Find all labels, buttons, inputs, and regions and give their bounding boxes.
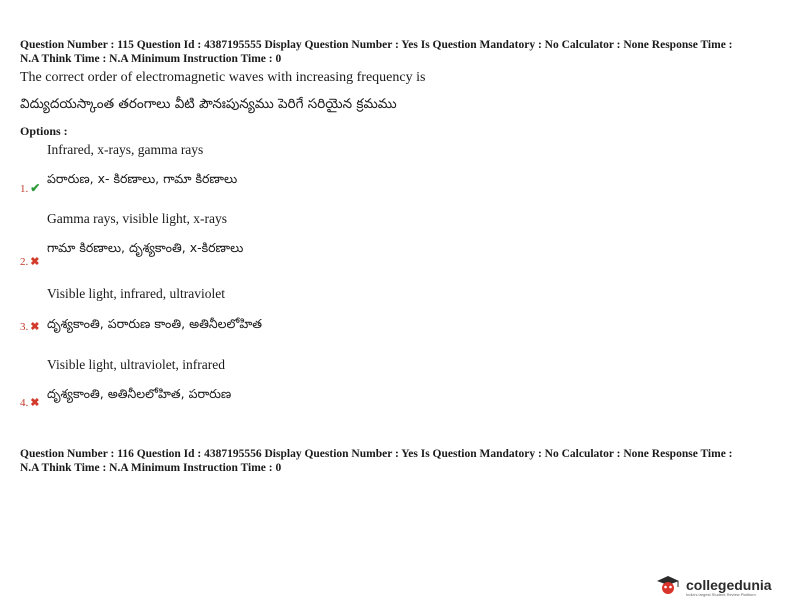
graduate-mascot-icon	[654, 574, 682, 596]
option-number: 4.	[20, 397, 29, 409]
meta-line-2: N.A Think Time : N.A Minimum Instruction Time : 0	[20, 462, 282, 474]
meta-line-2: N.A Think Time : N.A Minimum Instruction Time : 0	[20, 53, 282, 65]
cross-mark-icon: ✖	[30, 256, 40, 268]
option-number: 2.	[20, 256, 29, 268]
option-1-english: Infrared, x-rays, gamma rays	[47, 142, 204, 157]
option-1-telugu: పరారుణ, x- కిరణాలు, గామా కిరణాలు	[47, 171, 238, 186]
option-number: 3.	[20, 321, 29, 333]
meta-line-1: Question Number : 115 Question Id : 4387195555 Display Question Number : Yes Is Question Mandatory : No Calculator : None Response Time :	[20, 39, 733, 51]
logo-text: collegedunia	[686, 577, 772, 593]
option-3-telugu: దృశ్యకాంతి, పరారుణ కాంతి, అతినీలలోహిత	[47, 316, 263, 331]
logo-tagline: India's largest Student Review Platform	[686, 592, 756, 597]
cross-mark-icon: ✖	[30, 321, 40, 333]
option-4-english: Visible light, ultraviolet, infrared	[47, 357, 226, 372]
check-mark-icon: ✔	[30, 181, 41, 195]
option-2-telugu: గామా కిరణాలు, దృశ్యకాంతి, x-కిరణాలు	[47, 240, 244, 255]
cross-mark-icon: ✖	[30, 397, 40, 409]
option-4-number	[20, 396, 39, 409]
question-text-english: The correct order of electromagnetic waves with increasing frequency is	[20, 70, 426, 85]
option-number: 1.	[20, 183, 29, 195]
option-3-english: Visible light, infrared, ultraviolet	[47, 286, 226, 301]
option-4-telugu: దృశ్యకాంతి, అతినీలలోహిత, పరారుణ	[47, 386, 232, 401]
option-2-number	[20, 255, 39, 268]
option-3-number	[20, 320, 39, 333]
question-115-meta	[20, 38, 780, 66]
option-2-english: Gamma rays, visible light, x-rays	[47, 211, 227, 226]
option-1-number	[20, 181, 40, 196]
question-116-meta	[20, 447, 780, 475]
options-label: Options :	[20, 124, 68, 138]
question-text-telugu: విద్యుదయస్కాంత తరంగాలు వీటి పౌనఃపున్యము పెరిగే సరియైన క్రమము	[20, 96, 397, 112]
meta-line-1: Question Number : 116 Question Id : 4387195556 Display Question Number : Yes Is Question Mandatory : No Calculator : None Response Time :	[20, 448, 733, 460]
